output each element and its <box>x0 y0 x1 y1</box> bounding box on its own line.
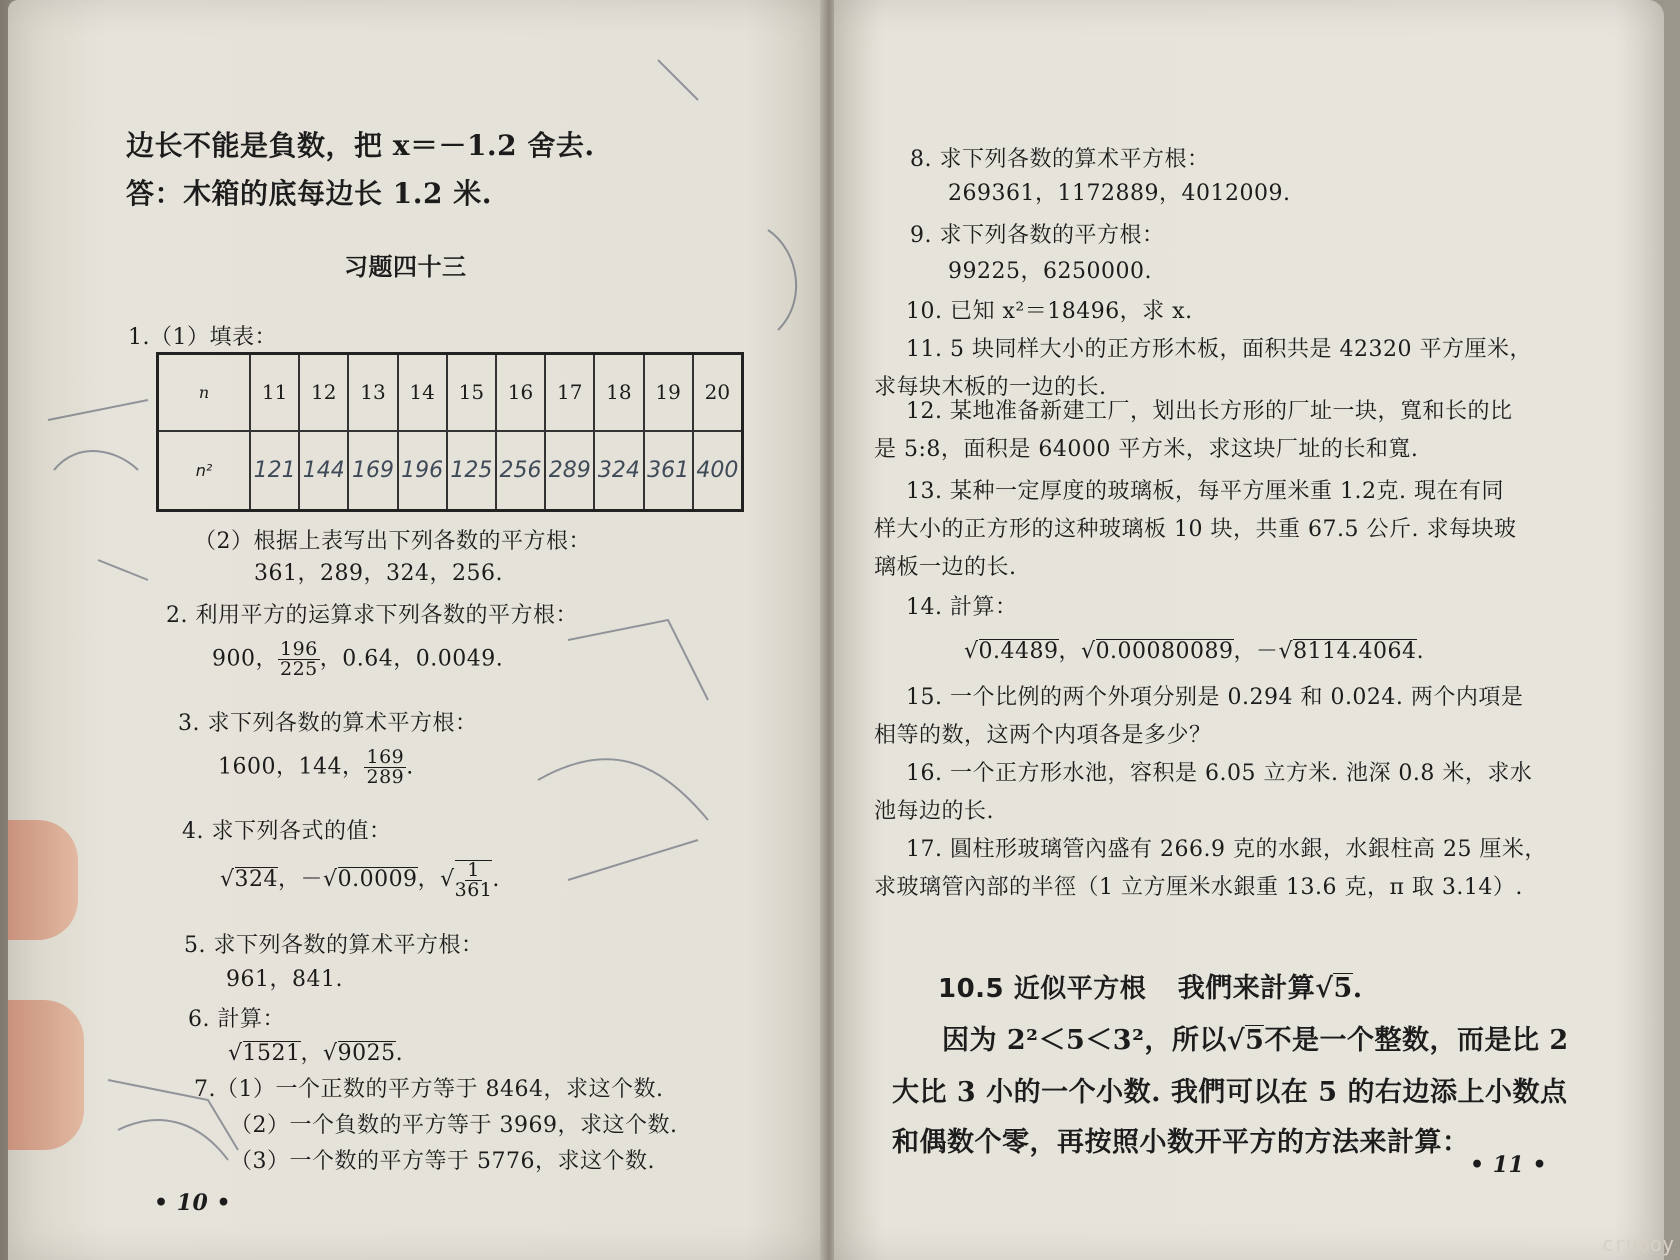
question-6: 6. 計算： <box>188 1007 285 1032</box>
question-1: 1.（1）填表： <box>128 325 277 350</box>
handwritten-cell: 196 <box>398 431 447 511</box>
handwritten-cell: 125 <box>447 431 496 511</box>
handwritten-cell: 361 <box>644 431 693 511</box>
paragraph-line: 和偶数个零，再按照小数开平方的方法来計算： <box>892 1127 1470 1158</box>
handwritten-cell: 289 <box>545 431 594 511</box>
question-11-cont: 求每块木板的一边的长. <box>874 375 1107 400</box>
table-cell: n² <box>158 431 251 511</box>
table-cell: 18 <box>594 354 643 431</box>
paragraph-line: 大比 3 小的一个小数. 我們可以在 5 的右边添上小数点 <box>892 1077 1568 1108</box>
handwritten-cell: 144 <box>299 431 348 511</box>
question-1b-values: 361，289，324，256. <box>254 561 503 586</box>
question-16-cont: 池每边的长. <box>874 799 994 824</box>
table-cell: 11 <box>250 354 299 431</box>
question-1b: （2）根据上表写出下列各数的平方根： <box>194 529 591 554</box>
table-cell: 16 <box>496 354 545 431</box>
question-17: 17. 圓柱形玻璃管內盛有 266.9 克的水銀，水銀柱高 25 厘米， <box>906 837 1547 862</box>
pencil-scribbles-icon <box>8 0 828 1260</box>
handwritten-cell: 169 <box>348 431 397 511</box>
question-9: 9. 求下列各数的平方根： <box>910 223 1165 248</box>
question-3-values: 1600，144， $\frac{169}{289}$ . <box>218 746 414 788</box>
question-11: 11. 5 块同样大小的正方形木板，面积共是 42320 平方厘米， <box>906 337 1532 362</box>
question-2-values: 900， $\frac{196}{225}$ ，0.64，0.0049. <box>212 638 504 680</box>
text-line: 边长不能是負数，把 x＝－1.2 舍去. <box>126 129 595 162</box>
finger <box>8 820 78 940</box>
question-15-cont: 相等的数，这两个内項各是多少？ <box>874 723 1212 748</box>
question-13-cont: 样大小的正方形的这种玻璃板 10 块，共重 67.5 公斤. 求每块玻 <box>874 517 1517 542</box>
table-cell: 17 <box>545 354 594 431</box>
question-9-values: 99225，6250000. <box>948 259 1152 284</box>
question-13: 13. 某种一定厚度的玻璃板，每平方厘米重 1.2克. 現在有同 <box>906 479 1504 504</box>
question-14-values: √0.4489，√0.00080089，－√8114.4064. <box>964 639 1425 664</box>
handwritten-cell: 400 <box>693 431 743 511</box>
fraction: $\frac{196}{225}$ <box>280 638 318 680</box>
question-14: 14. 計算： <box>906 595 1018 620</box>
question-4: 4. 求下列各式的值： <box>182 819 392 844</box>
table-cell: 15 <box>447 354 496 431</box>
question-12: 12. 某地准备新建工厂，划出长方形的厂址一块，寬和长的比 <box>906 399 1513 424</box>
fraction: $\frac{169}{289}$ <box>366 746 405 788</box>
fraction: $\frac{1}{361}$ <box>454 859 493 901</box>
question-16: 16. 一个正方形水池，容积是 6.05 立方米. 池深 0.8 米，求水 <box>906 761 1533 786</box>
handwritten-cell: 256 <box>496 431 545 511</box>
right-page <box>834 0 1664 1260</box>
question-8: 8. 求下列各数的算术平方根： <box>910 147 1210 172</box>
question-7-2: （2）一个負数的平方等于 3969，求这个数. <box>230 1113 678 1138</box>
left-page <box>8 0 828 1260</box>
handwritten-cell: 121 <box>250 431 299 511</box>
question-6-values: √1521，√9025. <box>228 1041 404 1066</box>
table-cell: 13 <box>348 354 397 431</box>
question-12-cont: 是 5:8，面积是 64000 平方米，求这块厂址的长和寬. <box>874 437 1419 462</box>
question-3: 3. 求下列各数的算术平方根： <box>178 711 478 736</box>
table-cell: 12 <box>299 354 348 431</box>
question-17-cont: 求玻璃管內部的半徑（1 立方厘米水銀重 13.6 克，π 取 3.14）. <box>874 875 1523 900</box>
question-13-cont2: 璃板一边的长. <box>874 555 1017 580</box>
question-8-values: 269361，1172889，4012009. <box>948 181 1291 206</box>
page-number: • 10 • <box>154 1190 232 1216</box>
question-5-values: 961，841. <box>226 967 343 992</box>
watermark: cruboy <box>1601 1232 1674 1256</box>
section-heading: 10.5 近似平方根 我們来計算√5. <box>938 973 1363 1004</box>
question-5: 5. 求下列各数的算术平方根： <box>184 933 484 958</box>
question-7-1: 7.（1）一个正数的平方等于 8464，求这个数. <box>194 1077 664 1102</box>
table-cell: n <box>158 354 251 431</box>
table-cell: 20 <box>693 354 743 431</box>
exercise-heading: 习题四十三 <box>344 253 467 281</box>
question-2: 2. 利用平方的运算求下列各数的平方根： <box>166 603 578 628</box>
answer-line: 答：木箱的底每边长 1.2 米. <box>126 177 492 210</box>
handwritten-cell: 324 <box>594 431 643 511</box>
question-15: 15. 一个比例的两个外項分别是 0.294 和 0.024. 两个内項是 <box>906 685 1524 710</box>
question-10: 10. 已知 x²＝18496，求 x. <box>906 299 1193 324</box>
question-7-3: （3）一个数的平方等于 5776，求这个数. <box>230 1149 655 1174</box>
finger <box>8 1000 84 1150</box>
page-number: • 11 • <box>1470 1152 1548 1178</box>
paragraph-line: 因为 2²＜5＜3²，所以√5不是一个整数，而是比 2 <box>942 1025 1569 1056</box>
table-cell: 14 <box>398 354 447 431</box>
table-cell: 19 <box>644 354 693 431</box>
question-4-values: √324，－√0.0009，√ $\frac{1}{361}$ . <box>220 859 500 901</box>
